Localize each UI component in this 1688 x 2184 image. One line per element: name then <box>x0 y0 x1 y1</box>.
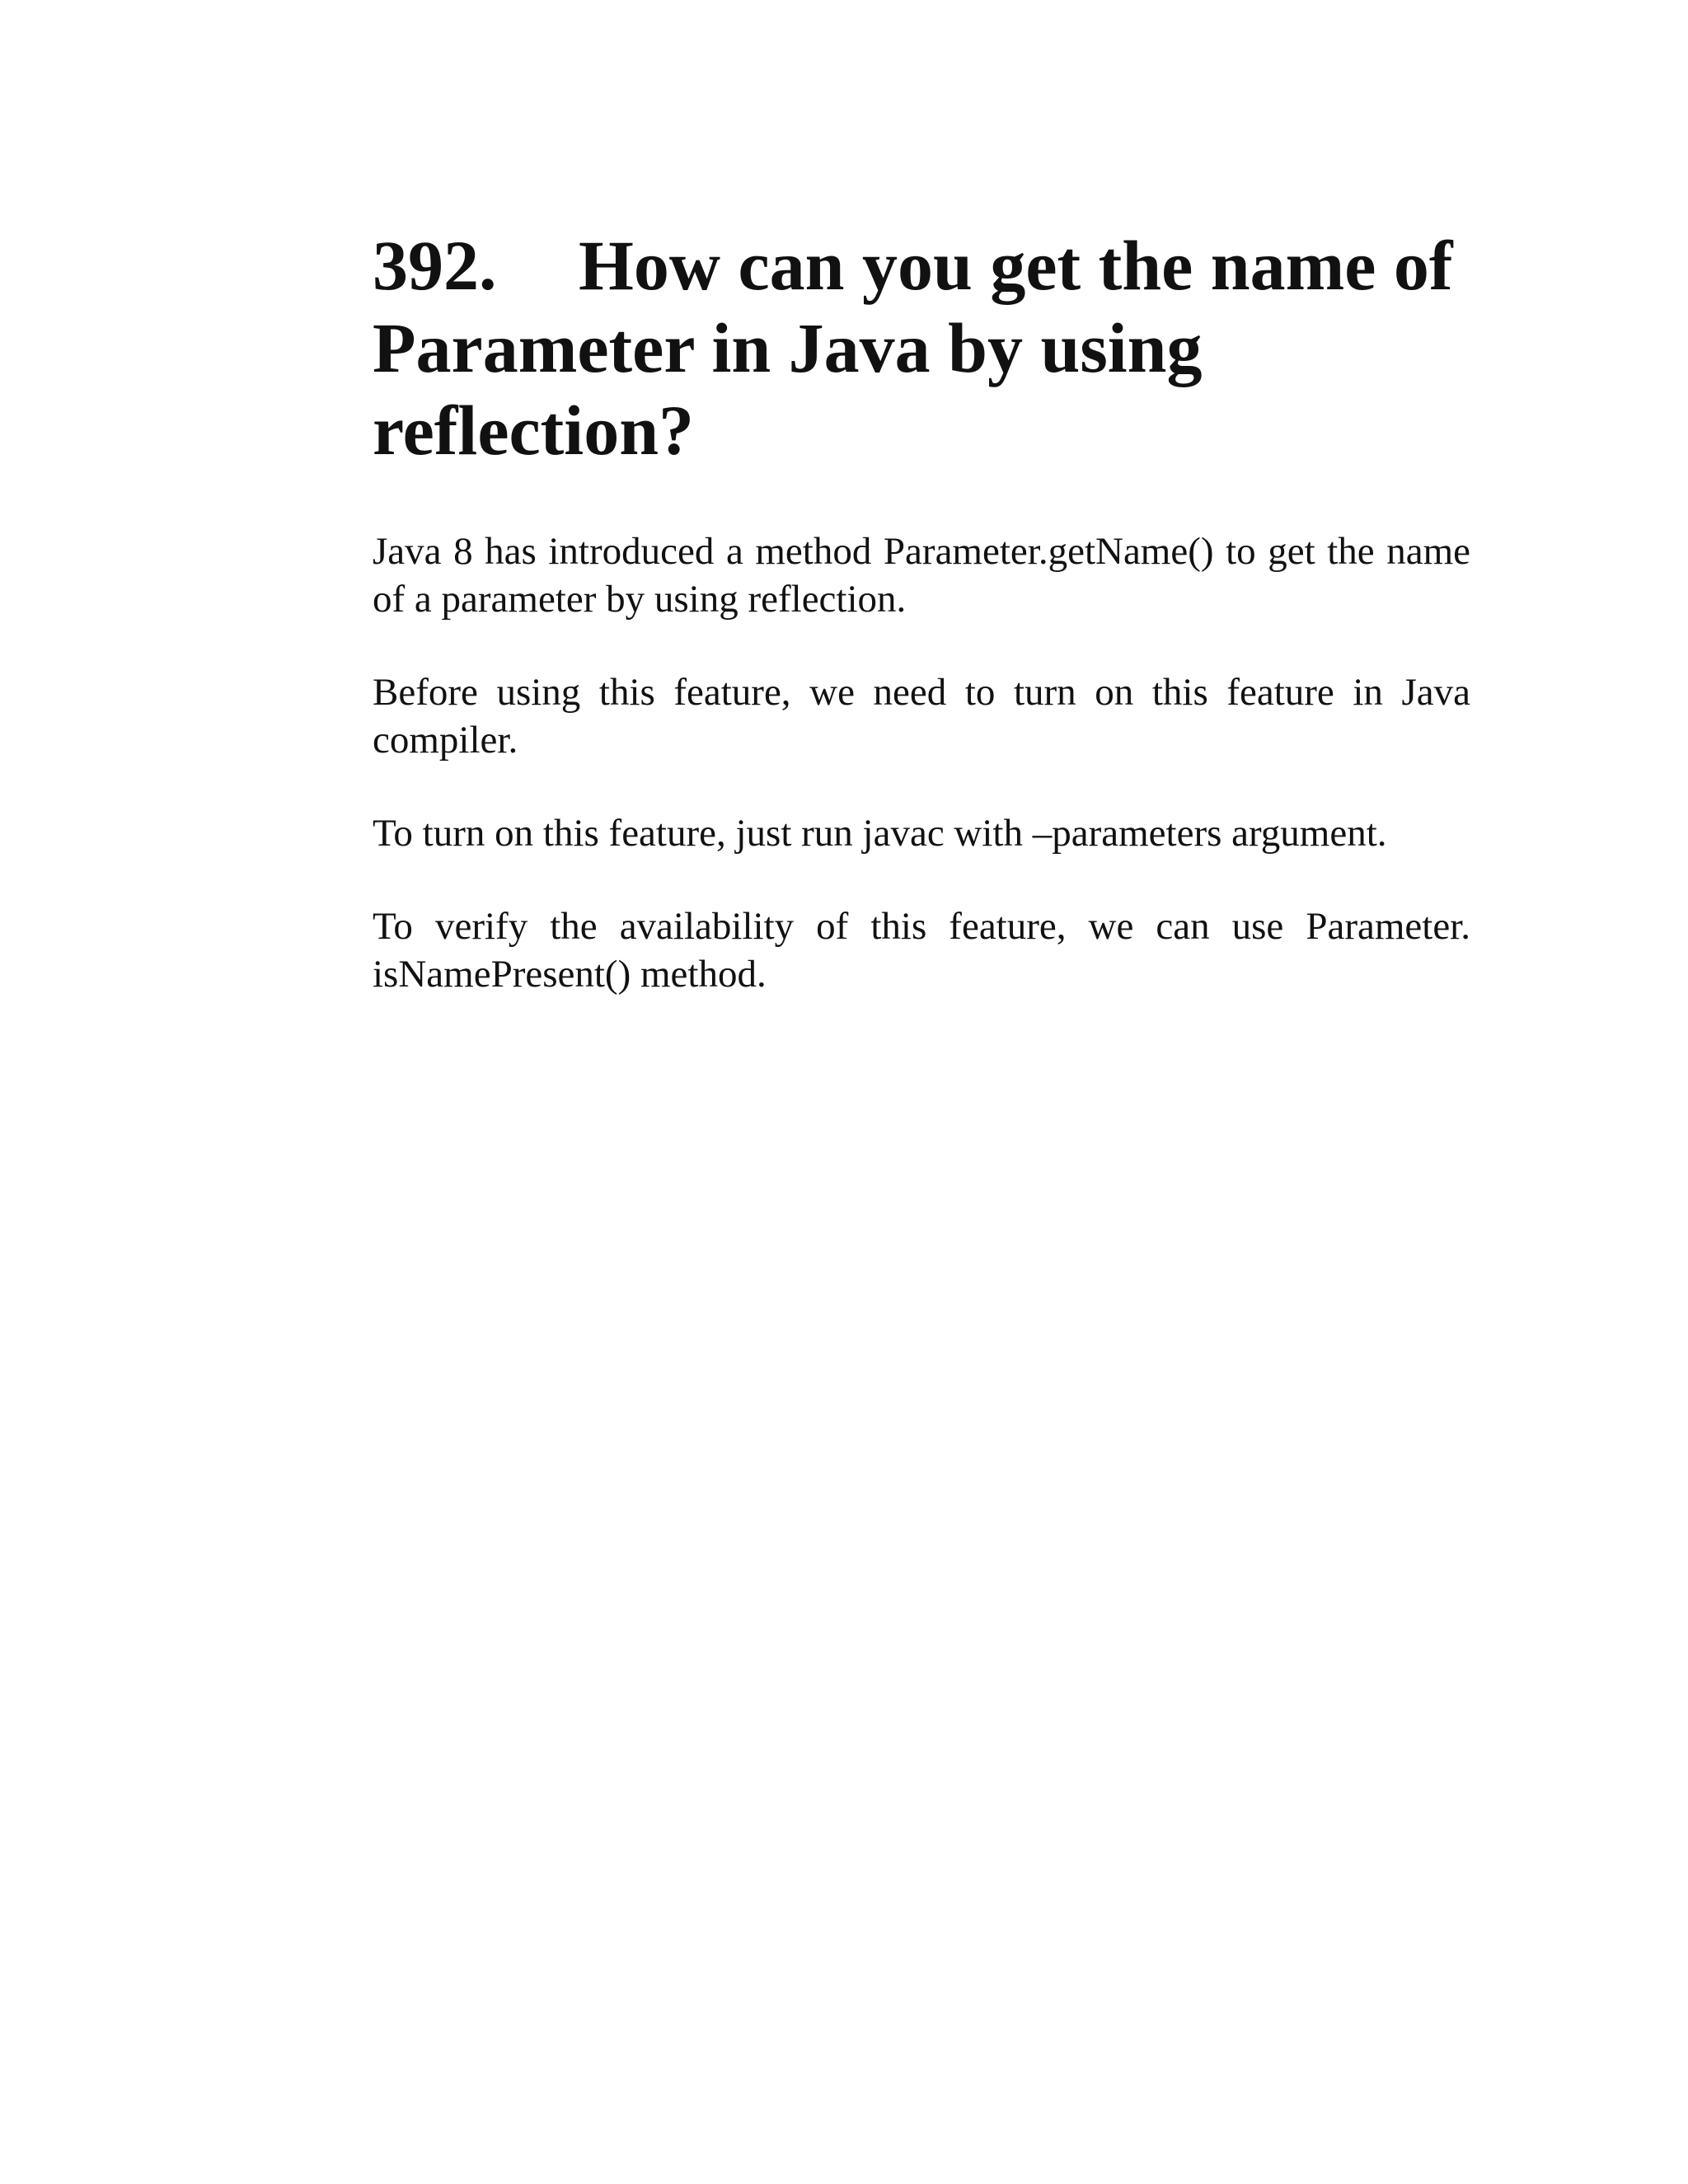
section-number: 392. <box>373 226 497 305</box>
section-title: How can you get the name of Parameter in Java by using reflection? <box>373 226 1453 470</box>
section-heading <box>373 224 1470 471</box>
paragraph-introduction: Java 8 has introduced a method Parameter.getName() to get the name of a parameter by using reflection. <box>373 530 1470 621</box>
paragraph-javac-flag: To turn on this feature, just run javac with –parameters argument. <box>373 812 1387 855</box>
paragraph-compiler-requirement: Before using this feature, we need to turn on this feature in Java compiler. <box>373 671 1470 762</box>
paragraph-verify-feature: To verify the availability of this feature, we can use Parameter. isNamePresent() method. <box>373 905 1470 996</box>
document-page <box>373 224 1470 998</box>
